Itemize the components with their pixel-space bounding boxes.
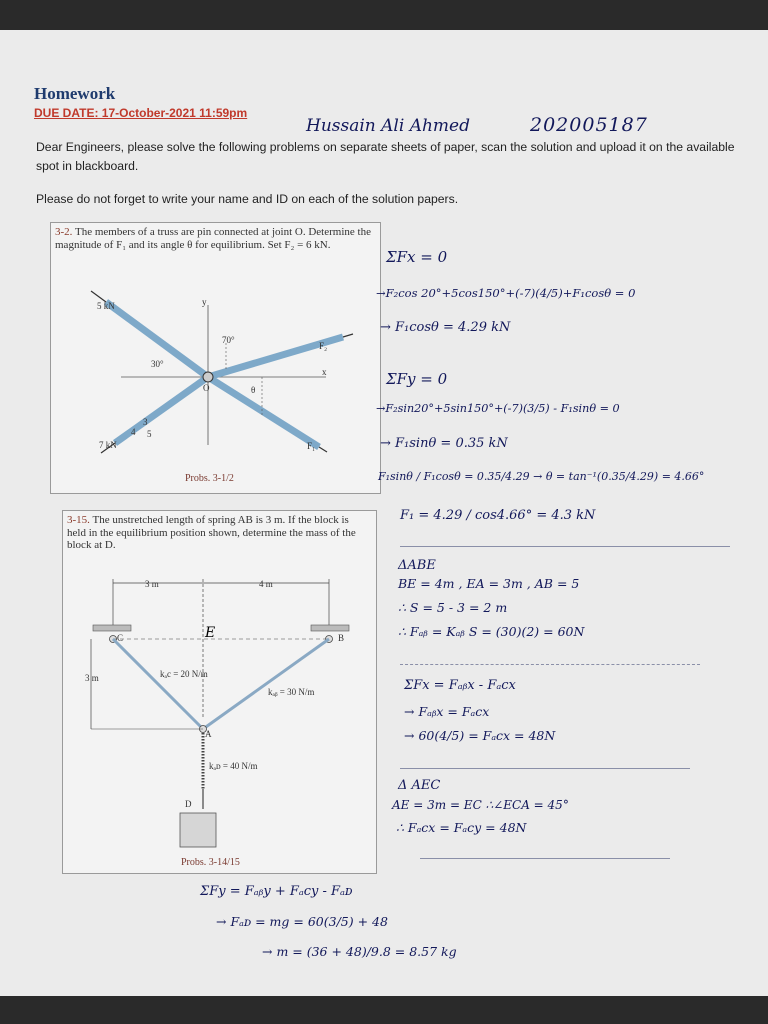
joint-o xyxy=(203,372,213,382)
label-5kN: 5 kN xyxy=(97,301,115,311)
page-title: Homework xyxy=(34,84,116,103)
truss-figure xyxy=(51,265,380,495)
label-C: C xyxy=(117,633,124,643)
sol2-lengths: BE = 4m , EA = 3m , AB = 5 xyxy=(398,576,580,591)
sol2-fabx-eq: → Fₐᵦx = Fₐcx xyxy=(404,704,490,719)
label-kac: kₐc = 20 N/m xyxy=(160,669,208,679)
label-slope-5: 5 xyxy=(147,429,152,439)
block-d xyxy=(180,813,216,847)
label-F2: F₂ xyxy=(319,341,328,351)
sol1-fy-equation: →F₂sin20°+5sin150°+(-7)(3/5) - F₁sinθ = 0 xyxy=(376,402,620,415)
label-7kN: 7 kN xyxy=(99,440,117,450)
arrow-f2 xyxy=(343,334,353,337)
sol2-fad: → Fₐᴅ = mg = 60(3/5) + 48 xyxy=(216,914,388,929)
label-slope-3: 3 xyxy=(143,417,148,427)
student-id: 202005187 xyxy=(530,114,648,136)
label-theta: θ xyxy=(251,385,256,395)
separator-3 xyxy=(400,768,690,769)
student-name: Hussain Ali Ahmed xyxy=(306,116,470,136)
sol1-fx-equation: →F₂cos 20°+5cos150°+(-7)(4/5)+F₁cosθ = 0 xyxy=(376,286,636,300)
sol1-f1sin: → F₁sinθ = 0.35 kN xyxy=(380,436,508,451)
member-f1 xyxy=(208,377,319,447)
problem-3-15-statement: The unstretched length of spring AB is 3 m. If the block is held in the equilibrium position shown, determine the mass of the block at D. xyxy=(67,514,356,551)
sol2-mass-result: → m = (36 + 48)/9.8 = 8.57 kg xyxy=(262,944,457,959)
label-3m-horizontal: 3 m xyxy=(145,579,159,589)
instructions-text: Dear Engineers, please solve the following problems on separate sheets of paper, scan the solution and upload it on the available spot in blackboard. xyxy=(36,140,735,173)
sol2-triangle-aec: Δ AEC xyxy=(398,778,441,793)
label-3m-vertical: 3 m xyxy=(85,673,99,683)
label-30deg: 30° xyxy=(151,359,164,369)
label-B: B xyxy=(338,633,345,643)
sol1-sum-fy: ΣFy = 0 xyxy=(386,370,448,388)
sol2-triangle-abe: ΔABE xyxy=(398,558,436,573)
sol2-angle: AE = 3m = EC ∴∠ECA = 45° xyxy=(392,798,569,812)
due-date: DUE DATE: 17-October-2021 11:59pm xyxy=(34,106,248,120)
sol1-sum-fx: ΣFx = 0 xyxy=(386,248,448,266)
sol2-facy: ∴ Fₐcx = Fₐcy = 48N xyxy=(396,820,527,835)
sol2-facx-result: → 60(4/5) = Fₐcx = 48N xyxy=(404,728,556,743)
problem-3-15-text xyxy=(67,514,369,552)
label-kad: kₐᴅ = 40 N/m xyxy=(209,761,258,771)
sol1-f1-result: F₁ = 4.29 / cos4.66° = 4.3 kN xyxy=(400,508,596,523)
spring-ab xyxy=(203,639,329,729)
sol2-sum-fx: ΣFx = Fₐᵦx - Fₐcx xyxy=(404,678,516,693)
label-kab: kₐᵦ = 30 N/m xyxy=(268,687,315,697)
label-x: x xyxy=(322,367,327,377)
sol1-f1cos: → F₁cosθ = 4.29 kN xyxy=(380,320,511,335)
problem-3-2-box xyxy=(50,222,381,494)
problem-3-2-text xyxy=(55,226,373,251)
sol1-theta: F₁sinθ / F₁cosθ = 0.35/4.29 → θ = tan⁻¹(0.35/4.29) = 4.66° xyxy=(378,470,705,483)
label-A: A xyxy=(205,729,212,739)
spring-ac xyxy=(113,639,203,729)
reminder-text: Please do not forget to write your name and ID on each of the solution papers. xyxy=(36,192,459,206)
member-7kN xyxy=(115,377,208,443)
label-D: D xyxy=(185,799,192,809)
problem-3-15-caption: Probs. 3-14/15 xyxy=(181,857,240,868)
arrow-f1 xyxy=(319,447,327,452)
separator-2 xyxy=(400,664,700,665)
separator-1 xyxy=(400,546,730,547)
label-F1: F₁ xyxy=(307,441,316,451)
problem-3-2-statement: The members of a truss are pin connected at joint O. Determine the magnitude of F₁ and its angle θ for equilibrium. Set F₂ = 6 kN. xyxy=(55,226,371,251)
problem-3-2-number: 3-2. xyxy=(55,226,73,238)
separator-4 xyxy=(420,858,670,859)
label-70deg: 70° xyxy=(222,335,235,345)
label-y: y xyxy=(202,297,207,307)
sol2-sum-fy: ΣFy = Fₐᵦy + Fₐcy - Fₐᴅ xyxy=(200,884,353,899)
sol2-fab: ∴ Fₐᵦ = Kₐᵦ S = (30)(2) = 60N xyxy=(398,624,585,639)
problem-3-2-caption: Probs. 3-1/2 xyxy=(185,473,234,484)
homework-sheet xyxy=(0,30,768,996)
label-slope-4: 4 xyxy=(131,427,136,437)
label-E: E xyxy=(205,625,216,641)
problem-3-15-box xyxy=(62,510,377,874)
spring-figure xyxy=(63,557,376,857)
problem-3-15-number: 3-15. xyxy=(67,514,90,526)
support-b xyxy=(311,625,349,631)
label-4m-horizontal: 4 m xyxy=(259,579,273,589)
label-O: O xyxy=(203,383,210,393)
sol2-stretch: ∴ S = 5 - 3 = 2 m xyxy=(398,600,508,615)
support-c xyxy=(93,625,131,631)
